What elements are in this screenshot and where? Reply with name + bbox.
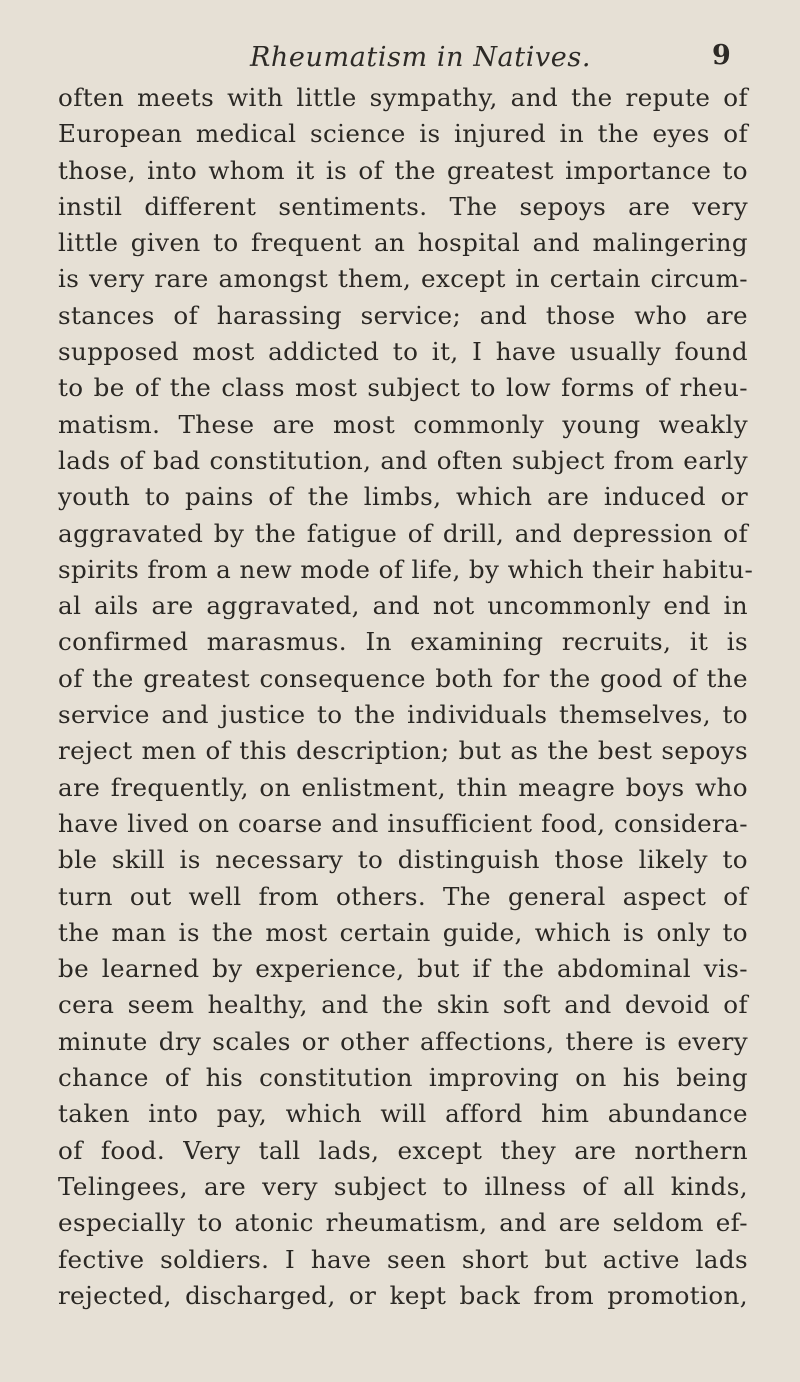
text-line: matism. These are most commonly young weakly	[58, 409, 748, 439]
text-line: turn out well from others. The general aspect of	[58, 881, 748, 911]
text-line: those, into whom it is of the greatest importance to	[58, 155, 748, 185]
text-line: often meets with little sympathy, and the repute of	[58, 83, 748, 112]
text-line: European medical science is injured in the eyes of	[58, 119, 748, 149]
text-line: confirmed marasmus. In examining recruits, it is	[58, 627, 748, 657]
text-line: especially to atonic rheumatism, and are seldom ef-	[58, 1208, 748, 1238]
text-line: cera seem healthy, and the skin soft and devoid of	[58, 990, 748, 1020]
text-line: of the greatest consequence both for the good of the	[58, 663, 748, 693]
text-line: instil different sentiments. The sepoys are very	[58, 191, 748, 221]
text-line: the man is the most certain guide, which is only to	[58, 917, 748, 947]
text-line: youth to pains of the limbs, which are induced or	[58, 482, 748, 512]
text-line: of food. Very tall lads, except they are northern	[58, 1135, 748, 1165]
running-title: Rheumatism in Natives.	[250, 42, 591, 73]
text-line: minute dry scales or other affections, there is every	[58, 1026, 748, 1056]
text-line: to be of the class most subject to low forms of rheu-	[58, 373, 748, 403]
text-line: are frequently, on enlistment, thin meagre boys who	[58, 772, 748, 802]
page-number: 9	[712, 40, 731, 71]
text-line: aggravated by the fatigue of drill, and depression of	[58, 518, 748, 548]
text-line: al ails are aggravated, and not uncommonly end in	[58, 591, 748, 621]
text-line: be learned by experience, but if the abdominal vis-	[58, 954, 748, 984]
text-line: chance of his constitution improving on his being	[58, 1063, 748, 1093]
text-line: supposed most addicted to it, I have usually found	[58, 337, 748, 367]
text-line: taken into pay, which will afford him abundance	[58, 1099, 748, 1129]
running-head	[0, 42, 800, 82]
text-line: is very rare amongst them, except in certain circum-	[58, 264, 748, 294]
text-line: Telingees, are very subject to illness of all kinds,	[58, 1171, 748, 1201]
text-line: ble skill is necessary to distinguish those likely to	[58, 845, 748, 875]
text-line: stances of harassing service; and those who are	[58, 300, 748, 330]
text-line: spirits from a new mode of life, by which their habitu-	[58, 554, 754, 584]
text-line: reject men of this description; but as the best sepoys	[58, 736, 748, 766]
text-line: lads of bad constitution, and often subject from early	[58, 445, 748, 475]
text-line: have lived on coarse and insufficient food, considera-	[58, 808, 748, 838]
body-text	[58, 80, 754, 1314]
text-line: rejected, discharged, or kept back from promotion,	[58, 1280, 748, 1310]
text-line: little given to frequent an hospital and malingering	[58, 228, 748, 258]
text-line: fective soldiers. I have seen short but active lads	[58, 1244, 748, 1274]
text-line: service and justice to the individuals themselves, to	[58, 700, 748, 730]
